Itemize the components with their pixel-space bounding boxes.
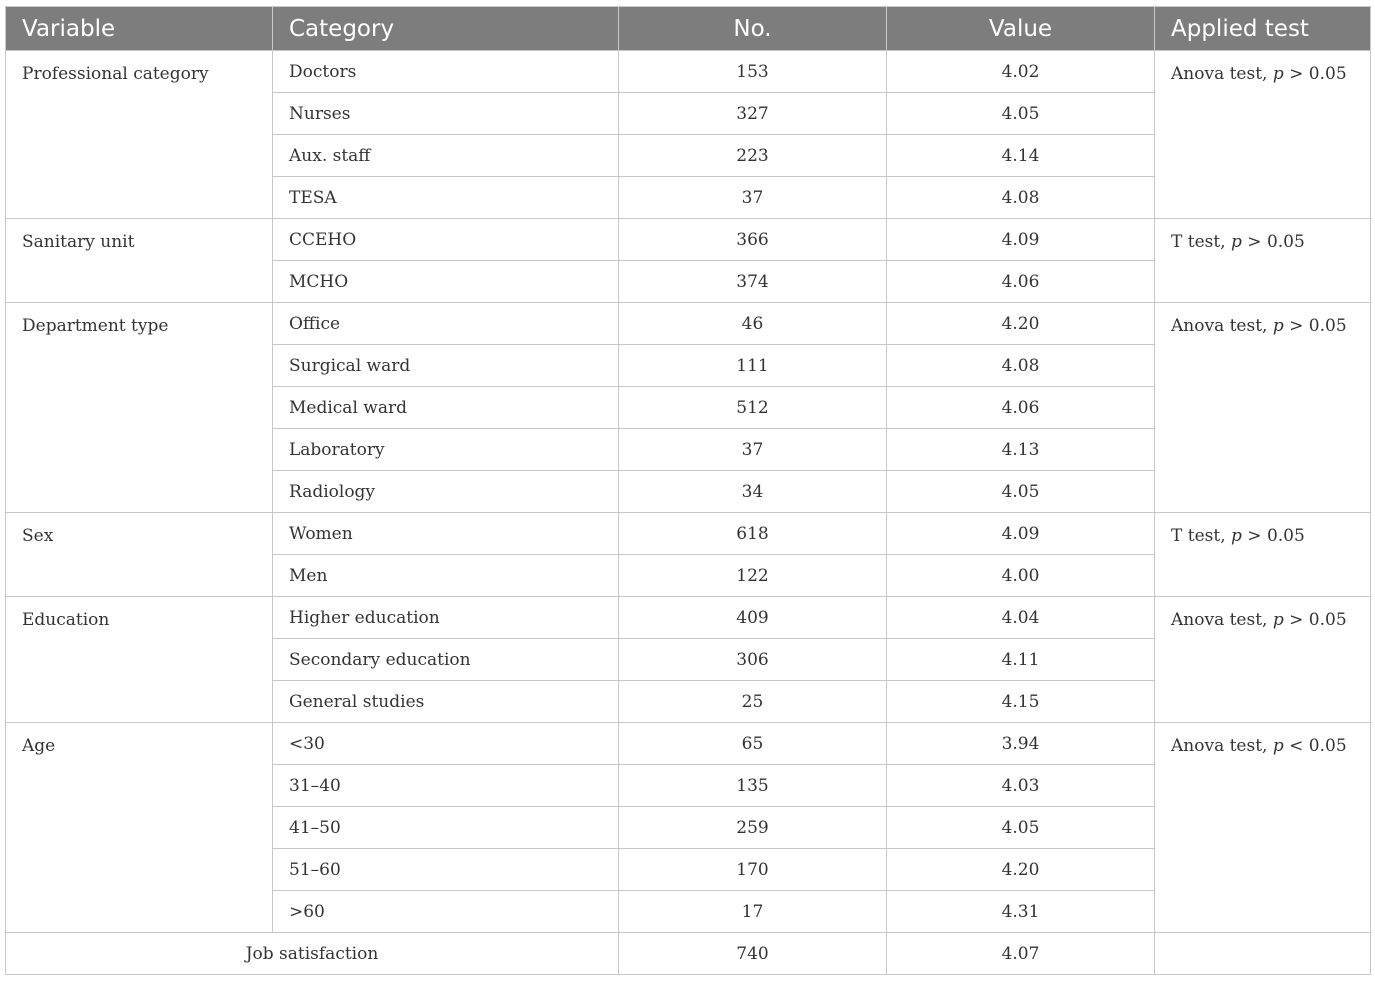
category-cell: Surgical ward bbox=[273, 345, 619, 387]
category-cell: 31–40 bbox=[273, 765, 619, 807]
count-cell: 512 bbox=[619, 387, 887, 429]
applied-test-cell bbox=[1155, 597, 1371, 723]
applied-test-cell bbox=[1155, 723, 1371, 933]
category-cell: Laboratory bbox=[273, 429, 619, 471]
value-cell: 4.20 bbox=[887, 849, 1155, 891]
total-test bbox=[1155, 933, 1371, 975]
p-condition: > 0.05 bbox=[1283, 610, 1347, 630]
p-symbol: p bbox=[1272, 736, 1284, 756]
total-value: 4.07 bbox=[887, 933, 1155, 975]
count-cell: 327 bbox=[619, 93, 887, 135]
total-no: 740 bbox=[619, 933, 887, 975]
count-cell: 366 bbox=[619, 219, 887, 261]
test-name: Anova test, bbox=[1171, 736, 1273, 756]
total-row bbox=[6, 933, 1371, 975]
category-cell: Secondary education bbox=[273, 639, 619, 681]
value-cell: 4.09 bbox=[887, 513, 1155, 555]
value-cell: 4.09 bbox=[887, 219, 1155, 261]
variable-cell: Age bbox=[6, 723, 273, 933]
count-cell: 17 bbox=[619, 891, 887, 933]
header-category: Category bbox=[273, 7, 619, 51]
table-row bbox=[6, 513, 1371, 555]
p-symbol: p bbox=[1272, 316, 1284, 336]
p-symbol: p bbox=[1231, 232, 1242, 252]
value-cell: 4.06 bbox=[887, 387, 1155, 429]
category-cell: Medical ward bbox=[273, 387, 619, 429]
count-cell: 374 bbox=[619, 261, 887, 303]
value-cell: 4.08 bbox=[887, 177, 1155, 219]
applied-test-cell bbox=[1155, 219, 1371, 303]
value-cell: 4.15 bbox=[887, 681, 1155, 723]
p-condition: > 0.05 bbox=[1241, 232, 1305, 252]
variable-cell: Sex bbox=[6, 513, 273, 597]
value-cell: 4.06 bbox=[887, 261, 1155, 303]
value-cell: 4.08 bbox=[887, 345, 1155, 387]
total-label: Job satisfaction bbox=[6, 933, 619, 975]
category-cell: Office bbox=[273, 303, 619, 345]
p-symbol: p bbox=[1272, 610, 1284, 630]
count-cell: 409 bbox=[619, 597, 887, 639]
value-cell: 4.11 bbox=[887, 639, 1155, 681]
value-cell: 3.94 bbox=[887, 723, 1155, 765]
count-cell: 46 bbox=[619, 303, 887, 345]
table-row bbox=[6, 51, 1371, 93]
category-cell: Aux. staff bbox=[273, 135, 619, 177]
header-no: No. bbox=[619, 7, 887, 51]
count-cell: 306 bbox=[619, 639, 887, 681]
table-body bbox=[6, 51, 1371, 933]
header-variable: Variable bbox=[6, 7, 273, 51]
applied-test-cell bbox=[1155, 51, 1371, 219]
applied-test-cell bbox=[1155, 513, 1371, 597]
category-cell: Women bbox=[273, 513, 619, 555]
count-cell: 259 bbox=[619, 807, 887, 849]
category-cell: MCHO bbox=[273, 261, 619, 303]
test-name: T test, bbox=[1171, 232, 1231, 252]
value-cell: 4.02 bbox=[887, 51, 1155, 93]
variable-cell: Education bbox=[6, 597, 273, 723]
count-cell: 170 bbox=[619, 849, 887, 891]
header-value: Value bbox=[887, 7, 1155, 51]
category-cell: >60 bbox=[273, 891, 619, 933]
value-cell: 4.20 bbox=[887, 303, 1155, 345]
count-cell: 122 bbox=[619, 555, 887, 597]
value-cell: 4.31 bbox=[887, 891, 1155, 933]
count-cell: 618 bbox=[619, 513, 887, 555]
header-row bbox=[6, 7, 1371, 51]
category-cell: TESA bbox=[273, 177, 619, 219]
p-symbol: p bbox=[1231, 526, 1242, 546]
variable-cell: Department type bbox=[6, 303, 273, 513]
test-name: Anova test, bbox=[1171, 316, 1273, 336]
value-cell: 4.05 bbox=[887, 807, 1155, 849]
category-cell: Men bbox=[273, 555, 619, 597]
value-cell: 4.04 bbox=[887, 597, 1155, 639]
value-cell: 4.05 bbox=[887, 93, 1155, 135]
value-cell: 4.13 bbox=[887, 429, 1155, 471]
category-cell: CCEHO bbox=[273, 219, 619, 261]
category-cell: General studies bbox=[273, 681, 619, 723]
count-cell: 37 bbox=[619, 177, 887, 219]
count-cell: 111 bbox=[619, 345, 887, 387]
p-symbol: p bbox=[1272, 64, 1284, 84]
p-condition: > 0.05 bbox=[1241, 526, 1305, 546]
table-row bbox=[6, 303, 1371, 345]
header-applied-test: Applied test bbox=[1155, 7, 1371, 51]
value-cell: 4.00 bbox=[887, 555, 1155, 597]
variable-cell: Sanitary unit bbox=[6, 219, 273, 303]
category-cell: Higher education bbox=[273, 597, 619, 639]
value-cell: 4.05 bbox=[887, 471, 1155, 513]
applied-test-cell bbox=[1155, 303, 1371, 513]
results-table bbox=[5, 6, 1371, 975]
p-condition: > 0.05 bbox=[1283, 316, 1347, 336]
table-row bbox=[6, 723, 1371, 765]
count-cell: 223 bbox=[619, 135, 887, 177]
variable-cell: Professional category bbox=[6, 51, 273, 219]
count-cell: 153 bbox=[619, 51, 887, 93]
category-cell: Radiology bbox=[273, 471, 619, 513]
p-condition: < 0.05 bbox=[1283, 736, 1347, 756]
category-cell: Doctors bbox=[273, 51, 619, 93]
test-name: T test, bbox=[1171, 526, 1231, 546]
category-cell: <30 bbox=[273, 723, 619, 765]
category-cell: 41–50 bbox=[273, 807, 619, 849]
category-cell: 51–60 bbox=[273, 849, 619, 891]
table-row bbox=[6, 597, 1371, 639]
value-cell: 4.03 bbox=[887, 765, 1155, 807]
table-row bbox=[6, 219, 1371, 261]
count-cell: 135 bbox=[619, 765, 887, 807]
count-cell: 37 bbox=[619, 429, 887, 471]
test-name: Anova test, bbox=[1171, 610, 1273, 630]
count-cell: 34 bbox=[619, 471, 887, 513]
value-cell: 4.14 bbox=[887, 135, 1155, 177]
count-cell: 65 bbox=[619, 723, 887, 765]
p-condition: > 0.05 bbox=[1283, 64, 1347, 84]
test-name: Anova test, bbox=[1171, 64, 1273, 84]
count-cell: 25 bbox=[619, 681, 887, 723]
category-cell: Nurses bbox=[273, 93, 619, 135]
